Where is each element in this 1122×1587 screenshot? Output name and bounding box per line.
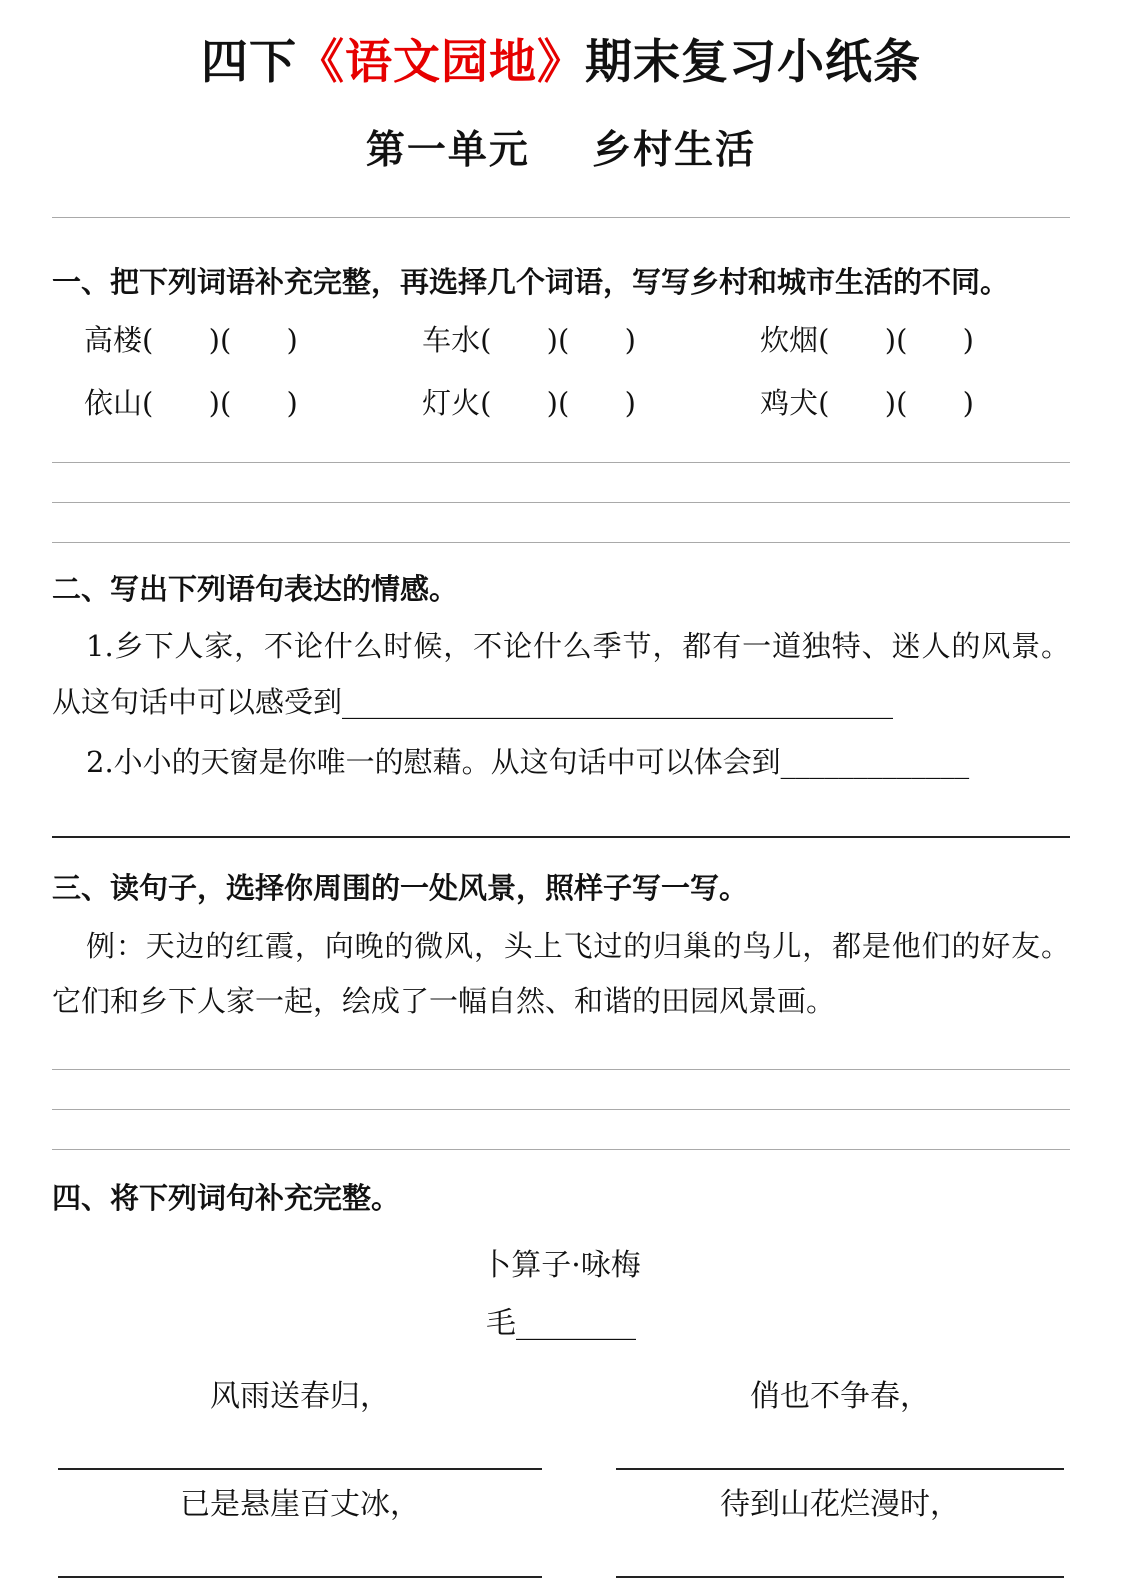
page-title — [52, 34, 1070, 93]
answer-writing-area — [52, 462, 1070, 543]
word-fill-item: 炊烟( )( ) — [760, 322, 975, 357]
word-fill-item: 灯火( )( ) — [422, 385, 636, 420]
section-4-heading: 四、将下列词句补充完整。 — [52, 1180, 401, 1215]
section-1-heading: 一、把下列词语补充完整，再选择几个词语，写写乡村和城市生活的不同。 — [52, 264, 1010, 299]
section-2 — [52, 563, 1070, 838]
writing-line — [52, 542, 1070, 543]
word-fill-item: 鸡犬( )( ) — [760, 385, 975, 420]
writing-line — [52, 462, 1070, 463]
writing-line — [52, 1069, 1070, 1070]
word-fill-grid — [52, 320, 1070, 423]
section-4 — [52, 1172, 1070, 1578]
section-divider — [52, 217, 1070, 218]
poem-author-blank: 毛________ — [486, 1306, 636, 1342]
poem-fill-grid — [52, 1362, 1070, 1578]
example-sentence: 例：天边的红霞，向晚的微风，头上飞过的归巢的鸟儿，都是他们的好友。它们和乡下人家一起，绘成了一幅自然、和谐的田园风景画。 — [52, 928, 1070, 1019]
writing-line — [52, 502, 1070, 503]
title-suffix: 期末复习小纸条 — [585, 35, 921, 90]
section-3 — [52, 862, 1070, 1150]
answer-writing-area — [52, 1069, 1070, 1150]
title-prefix: 四下 — [201, 35, 297, 90]
poem-answer-blank — [58, 1576, 542, 1578]
poem-line: 已是悬崖百丈冰， — [179, 1487, 420, 1523]
poem-line: 待到山花烂漫时， — [719, 1487, 960, 1523]
question-2: 2.小小的天窗是你唯一的慰藉。从这句话中可以体会到_____________ — [86, 744, 970, 779]
section-2-heading: 二、写出下列语句表达的情感。 — [52, 572, 459, 607]
question-1: 1.乡下人家，不论什么时候，不论什么季节，都有一道独特、迷人的风景。从这句话中可以感受到______________________________________ — [52, 629, 1070, 719]
word-fill-item: 高楼( )( ) — [84, 322, 298, 357]
word-fill-item: 车水( )( ) — [422, 322, 636, 357]
poem-title: 卜算子·咏梅 — [481, 1248, 641, 1284]
writing-line — [52, 1149, 1070, 1150]
section-3-heading: 三、读句子，选择你周围的一处风景，照样子写一写。 — [52, 871, 749, 906]
answer-blank-line — [52, 836, 1070, 838]
poem-line: 风雨送春归， — [209, 1379, 390, 1415]
poem-answer-blank — [616, 1576, 1064, 1578]
poem-line: 俏也不争春， — [749, 1379, 930, 1415]
title-highlight: 《语文园地》 — [297, 35, 585, 90]
word-fill-item: 依山( )( ) — [84, 385, 298, 420]
writing-line — [52, 1109, 1070, 1110]
unit-subtitle: 第一单元 乡村生活 — [365, 126, 757, 173]
section-1 — [52, 256, 1070, 543]
